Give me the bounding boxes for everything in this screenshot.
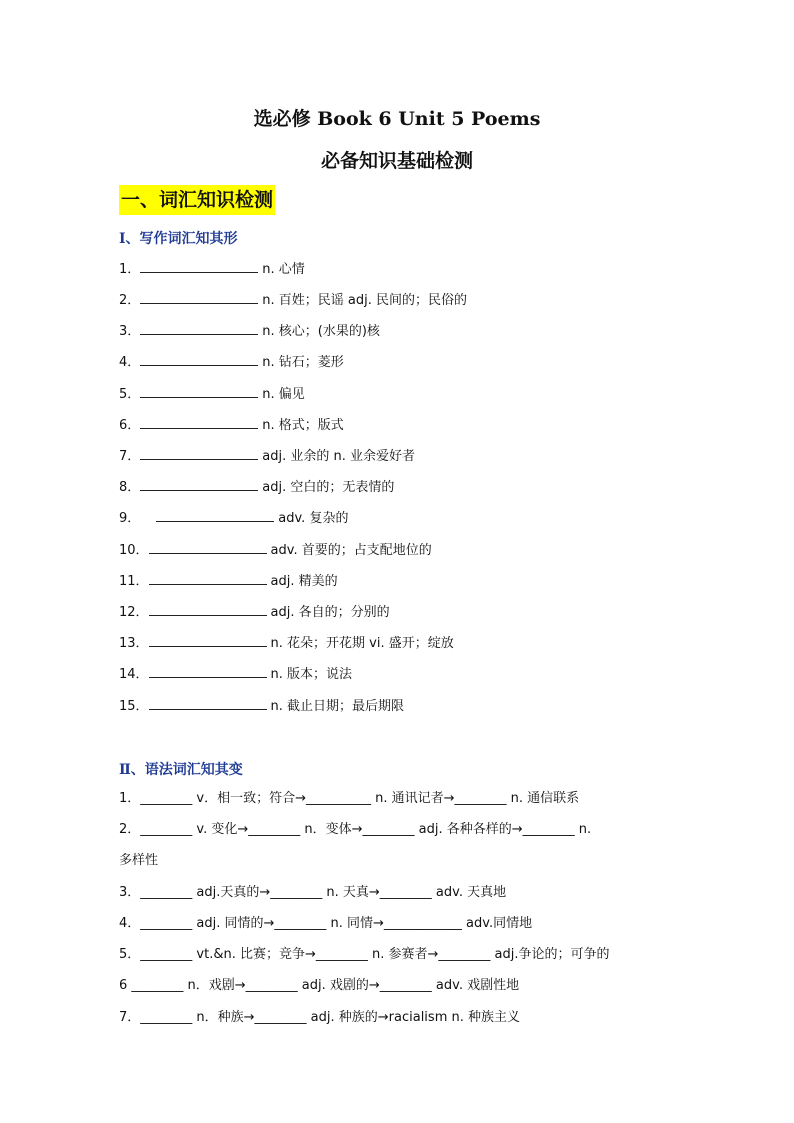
list-item — [119, 634, 454, 653]
item-text: n. 百姓；民谣 adj. 民间的；民俗的 — [262, 293, 468, 308]
answer-blank[interactable] — [140, 291, 258, 304]
list-item: 7．________ n．种族→________ adj. 种族的→racialism n. 种族主义 — [119, 1010, 520, 1025]
list-item: 2．________ v. 变化→________ n．变体→________ adj. 各种各样的→________ n. — [119, 822, 592, 837]
item-text: n. 花朵；开花期 vi. 盛开；绽放 — [270, 636, 454, 651]
answer-blank[interactable] — [140, 353, 258, 366]
list-item: 5．________ vt.&n. 比赛；竞争→________ n. 参赛者→________ adj.争论的；可争的 — [119, 947, 610, 962]
list-item: 3．________ adj.天真的→________ n. 天真→________ adv. 天真地 — [119, 885, 507, 900]
list-item — [119, 260, 305, 279]
list-item — [119, 447, 415, 466]
item-text: n. 钻石；菱形 — [262, 355, 344, 370]
item-text: n. 截止日期；最后期限 — [270, 699, 405, 714]
item-text: n. 核心；(水果的)核 — [262, 324, 380, 339]
item-text: adj. 精美的 — [270, 574, 338, 589]
item-text: adj. 各自的；分别的 — [270, 605, 390, 620]
item-number: 6． — [119, 418, 141, 433]
item-number: 13． — [119, 636, 149, 651]
list-item — [119, 353, 344, 372]
answer-blank[interactable] — [156, 509, 274, 522]
list-item — [119, 697, 404, 716]
item-number: 9． — [119, 511, 141, 526]
list-item — [119, 416, 344, 435]
list-item: 4．________ adj. 同情的→________ n. 同情→____________ adv.同情地 — [119, 916, 533, 931]
section-heading-vocabulary: 一、词汇知识检测 — [119, 185, 275, 215]
item-number: 14． — [119, 667, 149, 682]
list-item — [119, 603, 390, 622]
item-number: 1． — [119, 262, 141, 277]
list-item — [119, 478, 394, 497]
part2-heading: Ⅱ、语法词汇知其变 — [119, 762, 243, 778]
list-item — [119, 572, 338, 591]
item-number: 11． — [119, 574, 149, 589]
list-item — [119, 665, 352, 684]
item-number: 12． — [119, 605, 149, 620]
answer-blank[interactable] — [149, 665, 267, 678]
item-text: n. 版本；说法 — [270, 667, 353, 682]
answer-blank[interactable] — [140, 416, 258, 429]
page-title: 选必修 Book 6 Unit 5 Poems — [253, 108, 541, 130]
item-text: n. 格式；版式 — [262, 418, 344, 433]
item-number: 7． — [119, 449, 141, 464]
answer-blank[interactable] — [140, 447, 258, 460]
item-text: adj. 空白的；无表情的 — [262, 480, 395, 495]
item-number: 15． — [119, 699, 149, 714]
answer-blank[interactable] — [140, 478, 258, 491]
item-text: n. 偏见 — [262, 387, 305, 402]
list-item — [119, 322, 380, 341]
item-text: adv. 复杂的 — [278, 511, 349, 526]
answer-blank[interactable] — [149, 572, 267, 585]
list-item — [119, 541, 432, 560]
list-item: 多样性 — [119, 853, 159, 868]
item-text: adj. 业余的 n. 业余爱好者 — [262, 449, 416, 464]
page-subtitle: 必备知识基础检测 — [320, 150, 473, 172]
item-number: 2． — [119, 293, 141, 308]
answer-blank[interactable] — [149, 541, 267, 554]
item-text: adv. 首要的；占支配地位的 — [270, 543, 432, 558]
item-number: 5． — [119, 387, 141, 402]
list-item: 6 ________ n．戏剧→________ adj. 戏剧的→________ adv. 戏剧性地 — [119, 978, 520, 993]
item-number: 8． — [119, 480, 141, 495]
list-item — [119, 291, 467, 310]
item-text: n. 心情 — [262, 262, 305, 277]
answer-blank[interactable] — [149, 603, 267, 616]
list-item: 1．________ v．相一致；符合→__________ n. 通讯记者→________ n. 通信联系 — [119, 791, 580, 806]
list-item — [119, 509, 348, 528]
answer-blank[interactable] — [140, 322, 258, 335]
item-number: 10． — [119, 543, 149, 558]
list-item — [119, 385, 305, 404]
answer-blank[interactable] — [140, 260, 258, 273]
part1-heading: Ⅰ、写作词汇知其形 — [119, 231, 238, 247]
item-number: 3． — [119, 324, 141, 339]
answer-blank[interactable] — [149, 634, 267, 647]
answer-blank[interactable] — [140, 385, 258, 398]
answer-blank[interactable] — [149, 697, 267, 710]
item-number: 4． — [119, 355, 141, 370]
